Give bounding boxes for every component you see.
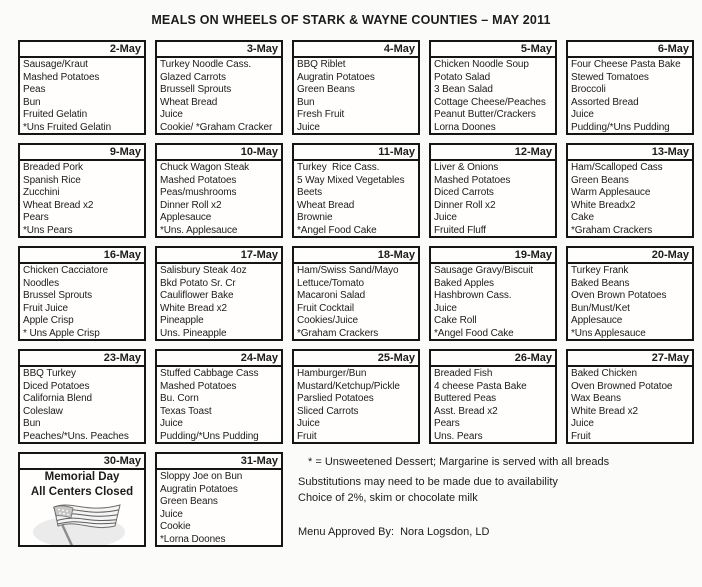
memorial-line-1: Memorial Day [44, 471, 120, 483]
menu-item: Brussell Sprouts [160, 84, 232, 96]
menu-item: Peas [23, 84, 46, 96]
menu-item: Cookie/ *Graham Cracker [160, 121, 273, 133]
menu-items [20, 58, 144, 135]
menu-item: *Angel Food Cake [434, 327, 514, 339]
menu-item: Pudding/*Uns Pudding [160, 430, 259, 442]
menu-items [20, 264, 144, 341]
menu-items [157, 470, 281, 547]
menu-item: BBQ Riblet [297, 59, 346, 70]
day-box [566, 246, 694, 341]
day-box [18, 143, 146, 238]
menu-item: Peaches/*Uns. Peaches [23, 430, 129, 442]
menu-item: Four Cheese Pasta Bake [571, 59, 681, 70]
day-date: 12-May [431, 145, 555, 161]
note-substitutions: Substitutions may need to be made due to availability [298, 476, 558, 488]
menu-item: Glazed Carrots [160, 71, 226, 83]
menu-item: Spanish Rice [23, 174, 81, 186]
menu-item: Diced Potatoes [23, 380, 90, 392]
menu-item: Peas/mushrooms [160, 187, 237, 199]
menu-items [568, 264, 692, 341]
menu-item: Turkey Rice Cass. [297, 162, 380, 173]
day-box [155, 246, 283, 341]
day-date: 4-May [294, 42, 418, 58]
menu-items [294, 161, 418, 238]
menu-item: Assorted Bread [571, 96, 639, 108]
menu-item: Green Beans [571, 174, 629, 186]
menu-items [157, 58, 281, 135]
menu-item: Juice [297, 121, 320, 133]
menu-item: Pears [23, 212, 49, 224]
menu-items [20, 367, 144, 444]
day-box [292, 246, 420, 341]
menu-item: Cookies/Juice [297, 315, 358, 327]
menu-item: Breaded Pork [23, 162, 83, 173]
day-date: 20-May [568, 248, 692, 264]
menu-item: Bun [23, 418, 41, 430]
menu-item: White Bread x2 [160, 302, 227, 314]
menu-item: Cottage Cheese/Peaches [434, 96, 546, 108]
day-date: 16-May [20, 248, 144, 264]
day-box [155, 452, 283, 547]
menu-item: Peanut Butter/Crackers [434, 109, 536, 121]
day-box [429, 143, 557, 238]
menu-item: White Bread x2 [571, 405, 638, 417]
menu-items [157, 161, 281, 238]
menu-item: Mashed Potatoes [23, 71, 100, 83]
menu-item: Baked Beans [571, 277, 630, 289]
menu-item: Sliced Carrots [297, 405, 359, 417]
menu-items [157, 367, 281, 444]
menu-item: Dinner Roll x2 [160, 199, 222, 211]
menu-items [294, 264, 418, 341]
menu-item: Chuck Wagon Steak [160, 162, 250, 173]
day-date: 3-May [157, 42, 281, 58]
note-milk-choice: Choice of 2%, skim or chocolate milk [298, 492, 478, 504]
menu-item: Bu. Corn [160, 393, 199, 405]
menu-item: Cake Roll [434, 315, 477, 327]
menu-item: Juice [571, 418, 594, 430]
memorial-line-2: All Centers Closed [30, 486, 134, 498]
menu-item: Broccoli [571, 84, 606, 96]
menu-item: Chicken Cacciatore [23, 265, 108, 276]
menu-item: Bun [23, 96, 41, 108]
menu-item: Uns. Pineapple [160, 327, 227, 339]
memorial-day-box [18, 452, 146, 547]
menu-item: Turkey Noodle Cass. [160, 59, 252, 70]
menu-item: Lorna Doones [434, 121, 496, 133]
menu-item: Green Beans [160, 496, 218, 508]
menu-item: Macaroni Salad [297, 290, 366, 302]
menu-item: Juice [160, 508, 183, 520]
menu-item: *Uns Pears [23, 224, 73, 236]
day-box [18, 349, 146, 444]
menu-item: Beets [297, 187, 323, 199]
menu-item: Fruit [571, 430, 591, 442]
menu-item: Chicken Noodle Soup [434, 59, 529, 70]
menu-item: Fruited Gelatin [23, 109, 88, 121]
menu-item: Sloppy Joe on Bun [160, 471, 243, 482]
menu-item: Diced Carrots [434, 187, 494, 199]
menu-item: Coleslaw [23, 405, 63, 417]
menu-item: Asst. Bread x2 [434, 405, 498, 417]
menu-item: Applesauce [160, 212, 212, 224]
menu-items [568, 58, 692, 135]
day-date: 9-May [20, 145, 144, 161]
notes [292, 452, 694, 547]
menu-item: Parslied Potatoes [297, 393, 374, 405]
day-date: 10-May [157, 145, 281, 161]
menu-item: Ham/Swiss Sand/Mayo [297, 265, 399, 276]
day-box [155, 143, 283, 238]
day-box [155, 349, 283, 444]
menu-items [20, 161, 144, 238]
menu-item: Apple Crisp [23, 315, 74, 327]
menu-item: Juice [160, 418, 183, 430]
menu-item: Breaded Fish [434, 368, 493, 379]
menu-item: Oven Brown Potatoes [571, 290, 667, 302]
menu-item: *Angel Food Cake [297, 224, 377, 236]
menu-item: Green Beans [297, 84, 355, 96]
menu-item: Mashed Potatoes [160, 380, 237, 392]
menu-items [157, 264, 281, 341]
menu-item: BBQ Turkey [23, 368, 76, 379]
menu-item: Fruit Juice [23, 302, 69, 314]
menu-item: 4 cheese Pasta Bake [434, 380, 527, 392]
menu-items [431, 367, 555, 444]
menu-item: Stewed Tomatoes [571, 71, 649, 83]
day-box [566, 143, 694, 238]
day-date: 25-May [294, 351, 418, 367]
menu-item: Oven Browned Potatoe [571, 380, 673, 392]
menu-item: Fruit Cocktail [297, 302, 354, 314]
day-date: 17-May [157, 248, 281, 264]
menu-item: *Graham Crackers [571, 224, 653, 236]
menu-item: Fresh Fruit [297, 109, 345, 121]
menu-item: *Lorna Doones [160, 533, 226, 545]
menu-item: Hashbrown Cass. [434, 290, 512, 302]
menu-item: Wax Beans [571, 393, 621, 405]
menu-item: Potato Salad [434, 71, 491, 83]
menu-item: White Breadx2 [571, 199, 636, 211]
menu-items [431, 264, 555, 341]
menu-item: Sausage Gravy/Biscuit [434, 265, 534, 276]
menu-approved-by: Menu Approved By: Nora Logsdon, LD [298, 526, 490, 538]
day-date: 6-May [568, 42, 692, 58]
menu-item: Juice [434, 212, 457, 224]
menu-item: Zucchini [23, 187, 60, 199]
menu-items [568, 367, 692, 444]
menu-item: Mashed Potatoes [434, 174, 511, 186]
day-box [566, 40, 694, 135]
menu-item: Pineapple [160, 315, 204, 327]
menu-item: Juice [160, 109, 183, 121]
menu-item: Juice [297, 418, 320, 430]
menu-item: Wheat Bread [160, 96, 218, 108]
menu-item: Buttered Peas [434, 393, 497, 405]
day-box [429, 246, 557, 341]
day-box [18, 40, 146, 135]
menu-item: Turkey Frank [571, 265, 629, 276]
menu-item: Cauliflower Bake [160, 290, 234, 302]
day-date: 30-May [20, 454, 144, 470]
menu-item: *Uns Applesauce [571, 327, 646, 339]
menu-item: Salisbury Steak 4oz [160, 265, 247, 276]
menu-item: Baked Chicken [571, 368, 637, 379]
menu-item: Fruit [297, 430, 317, 442]
menu-item: Pears [434, 418, 460, 430]
menu-item: Wheat Bread [297, 199, 355, 211]
menu-item: Sausage/Kraut [23, 59, 88, 70]
day-box [566, 349, 694, 444]
menu-item: Augratin Potatoes [297, 71, 375, 83]
menu-items [294, 58, 418, 135]
day-box [429, 349, 557, 444]
day-box [155, 40, 283, 135]
menu-items [431, 58, 555, 135]
menu-item: Dinner Roll x2 [434, 199, 496, 211]
menu-item: Baked Apples [434, 277, 494, 289]
menu-item: Liver & Onions [434, 162, 499, 173]
menu-items [294, 367, 418, 444]
day-date: 26-May [431, 351, 555, 367]
menu-items [568, 161, 692, 238]
day-date: 24-May [157, 351, 281, 367]
menu-item: Brussel Sprouts [23, 290, 93, 302]
menu-item: Uns. Pears [434, 430, 483, 442]
menu-item: California Blend [23, 393, 92, 405]
menu-item: Noodles [23, 277, 59, 289]
menu-item: Juice [434, 302, 457, 314]
menu-item: Brownie [297, 212, 333, 224]
menu-item: Fruited Fluff [434, 224, 486, 236]
day-date: 5-May [431, 42, 555, 58]
menu-item: Juice [571, 109, 594, 121]
menu-item: Wheat Bread x2 [23, 199, 94, 211]
menu-item: Bkd Potato Sr. Cr [160, 277, 236, 289]
day-date: 13-May [568, 145, 692, 161]
page-title: MEALS ON WHEELS OF STARK & WAYNE COUNTIES – MAY 2011 [151, 13, 551, 27]
menu-item: Augratin Potatoes [160, 483, 238, 495]
calendar-grid [18, 40, 694, 547]
menu-item: Mustard/Ketchup/Pickle [297, 380, 400, 392]
menu-item: Bun/Must/Ket [571, 302, 630, 314]
menu-item: Hamburger/Bun [297, 368, 367, 379]
us-flag-icon [30, 501, 126, 547]
day-date: 19-May [431, 248, 555, 264]
day-box [18, 246, 146, 341]
day-box [429, 40, 557, 135]
menu-item: Cookie [160, 521, 191, 533]
menu-item: Stuffed Cabbage Cass [160, 368, 259, 379]
day-box [292, 40, 420, 135]
menu-item: 3 Bean Salad [434, 84, 493, 96]
day-date: 2-May [20, 42, 144, 58]
menu-item: Pudding/*Uns Pudding [571, 121, 670, 133]
menu-item: 5 Way Mixed Vegetables [297, 174, 405, 186]
note-unsweetened-dessert: * = Unsweetened Dessert; Margarine is served with all breads [308, 456, 610, 468]
menu-item: Texas Toast [160, 405, 212, 417]
menu-item: *Uns Fruited Gelatin [23, 121, 112, 133]
menu-items [431, 161, 555, 238]
menu-item: Bun [297, 96, 315, 108]
menu-item: Cake [571, 212, 594, 224]
menu-item: Applesauce [571, 315, 623, 327]
day-date: 11-May [294, 145, 418, 161]
day-date: 31-May [157, 454, 281, 470]
day-date: 23-May [20, 351, 144, 367]
day-box [292, 349, 420, 444]
menu-item: Ham/Scalloped Cass [571, 162, 663, 173]
menu-item: Warm Applesauce [571, 187, 651, 199]
day-date: 18-May [294, 248, 418, 264]
menu-item: *Graham Crackers [297, 327, 379, 339]
menu-item: Lettuce/Tomato [297, 277, 364, 289]
menu-item: * Uns Apple Crisp [23, 327, 100, 339]
day-box [292, 143, 420, 238]
menu-item: *Uns. Applesauce [160, 224, 238, 236]
day-date: 27-May [568, 351, 692, 367]
menu-item: Mashed Potatoes [160, 174, 237, 186]
